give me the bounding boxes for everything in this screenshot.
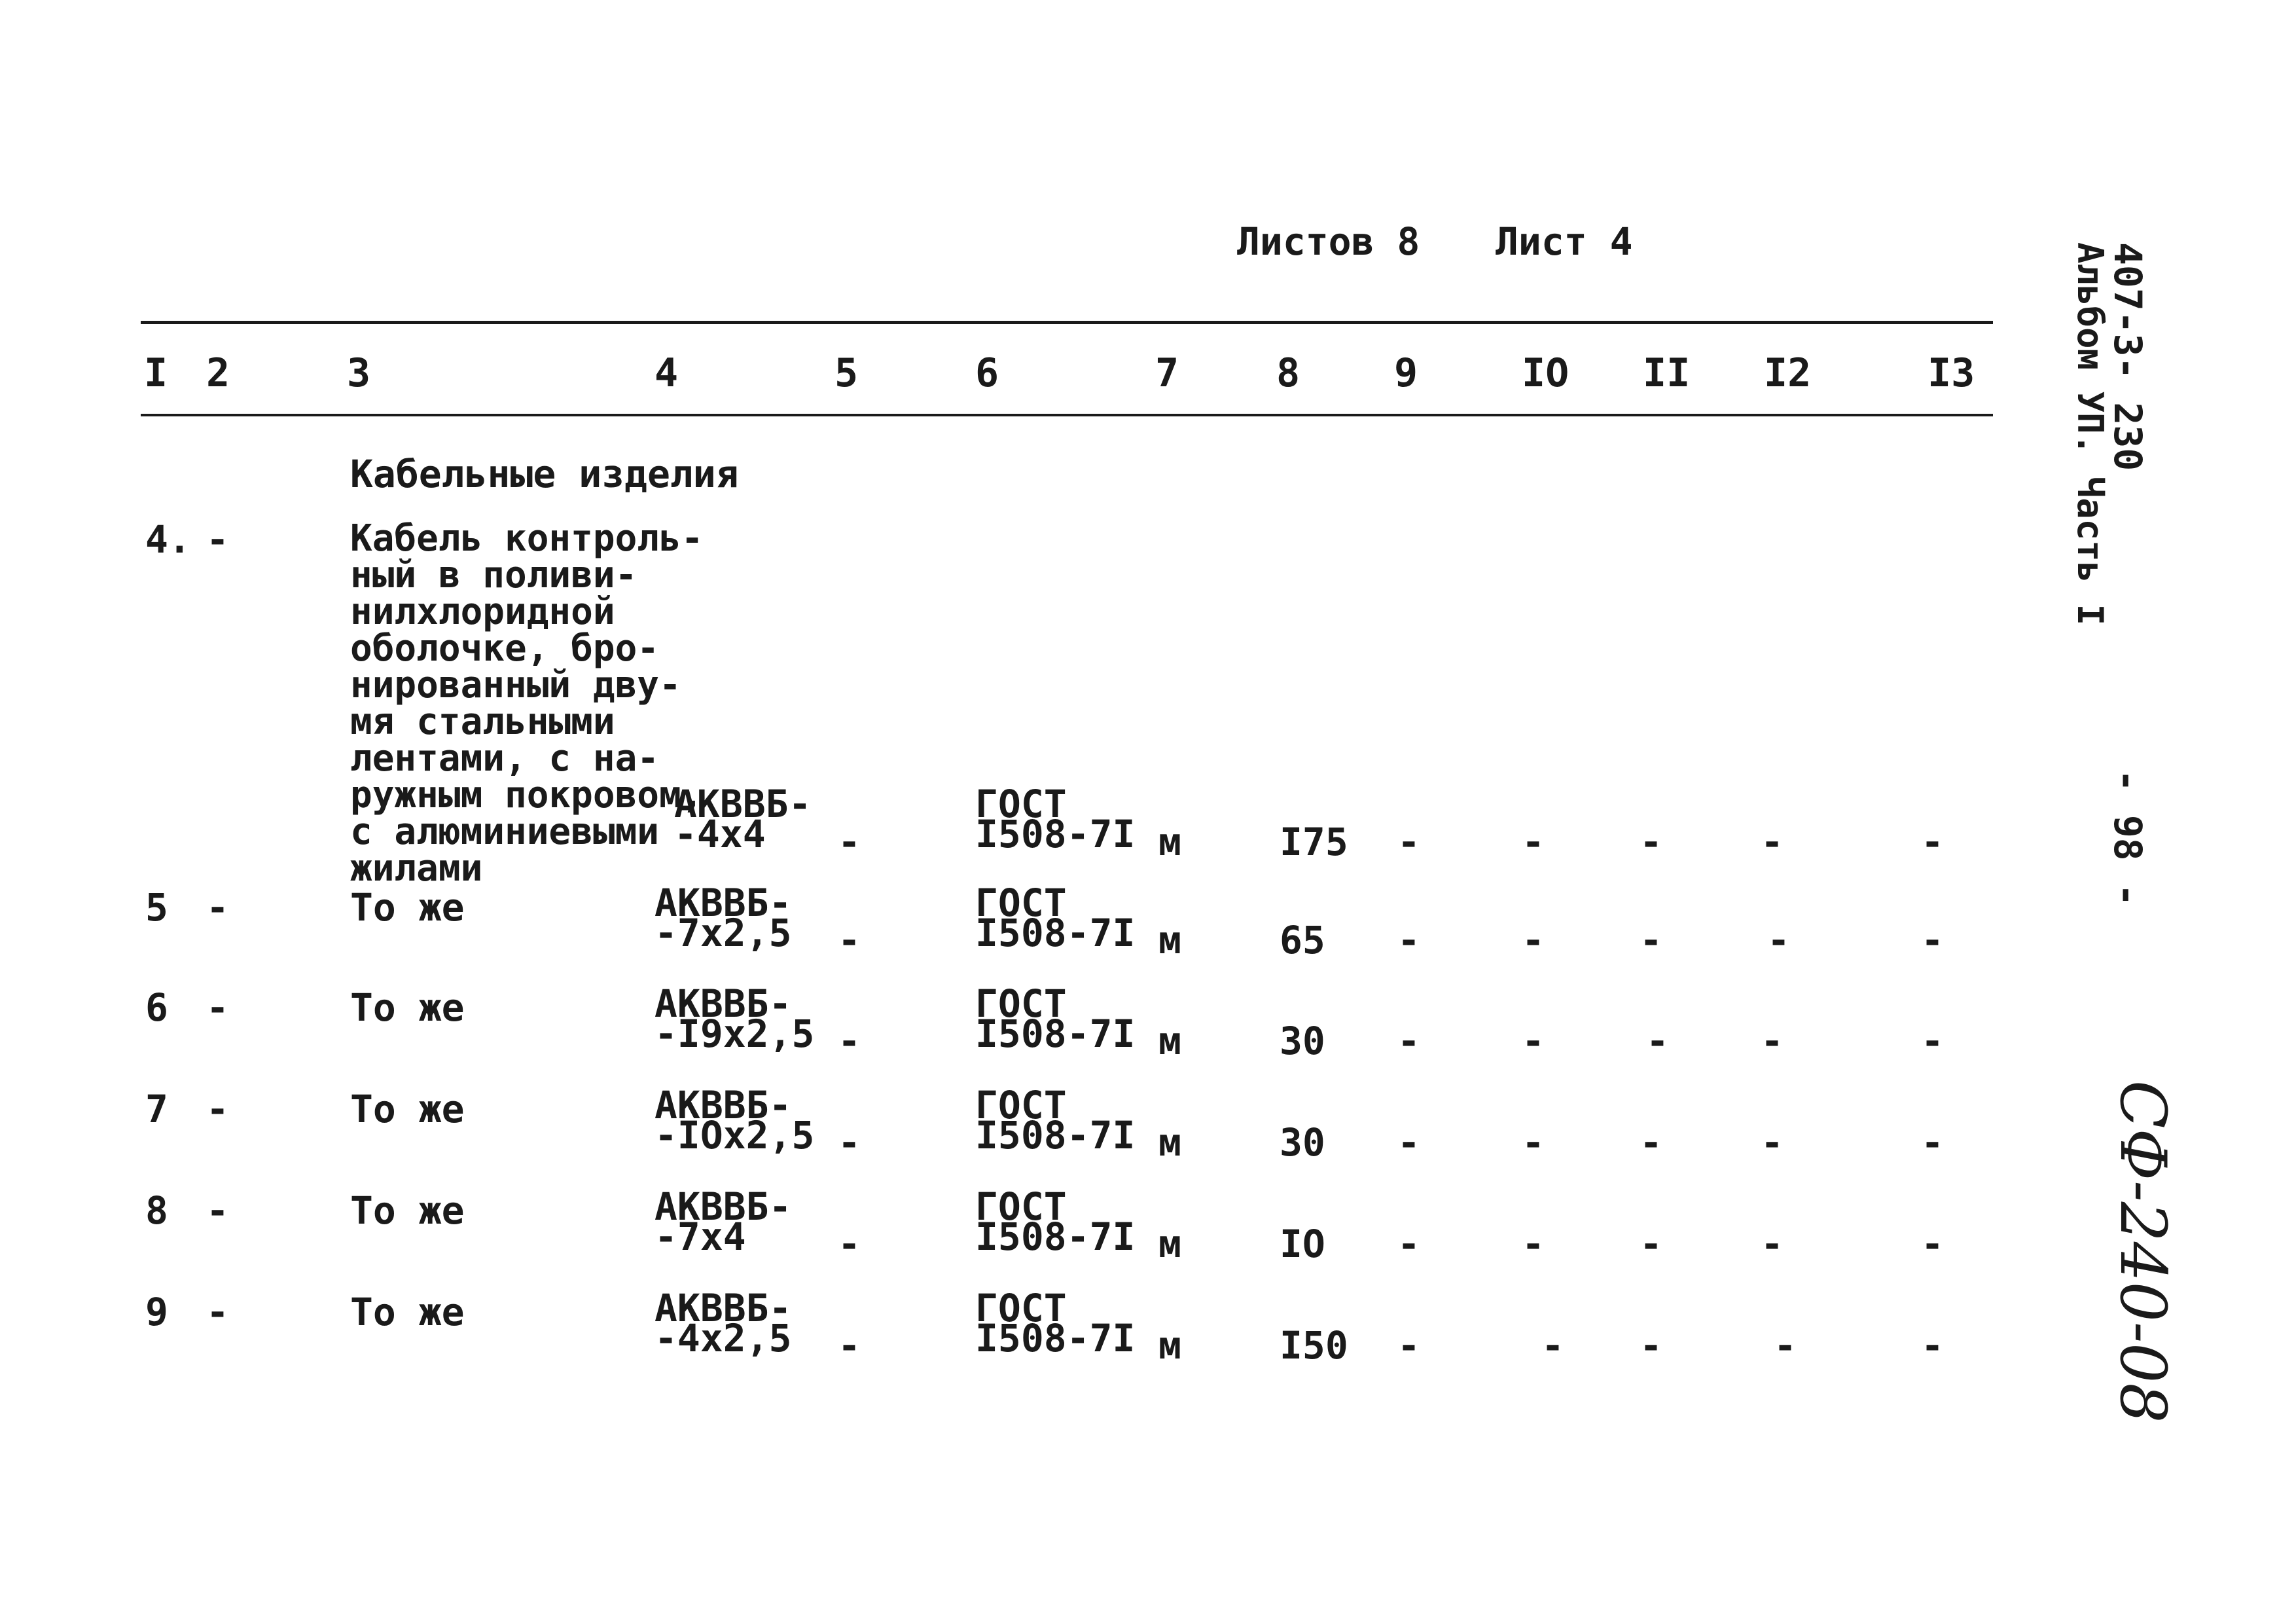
col-header: 7	[1155, 350, 1179, 396]
row-col12: -	[1761, 1222, 1784, 1266]
row-position: 4.	[145, 517, 191, 562]
row-standard: ГОСТ I508-7I	[975, 782, 1136, 856]
row-standard: ГОСТ I508-7I	[975, 881, 1136, 955]
row-col5: -	[838, 820, 861, 864]
row-col13: -	[1921, 820, 1944, 864]
row-col12: -	[1761, 820, 1784, 864]
row-col5: -	[838, 1120, 861, 1165]
col-header: 3	[347, 350, 371, 396]
header-bottom-rule	[141, 414, 1993, 416]
album-part: Альбом УП. Часть I	[2070, 242, 2111, 626]
row-brand: АКВВБ- -7х2,5	[655, 881, 792, 955]
row-position: 7	[145, 1087, 168, 1131]
row-col12: -	[1767, 918, 1790, 962]
row-col2: -	[206, 1188, 229, 1233]
col-header: 8	[1276, 350, 1300, 396]
row-col2: -	[206, 517, 229, 562]
top-rule	[141, 321, 1993, 324]
row-brand: АКВВБ- -IOх2,5	[655, 1083, 815, 1158]
row-col2: -	[206, 1290, 229, 1334]
row-col2: -	[206, 1087, 229, 1131]
row-standard: ГОСТ I508-7I	[975, 1184, 1136, 1259]
col-header: 5	[834, 350, 859, 396]
row-name: То же	[350, 1188, 465, 1233]
row-quantity: I75	[1280, 820, 1348, 864]
row-col10: -	[1522, 1120, 1545, 1165]
row-col10: -	[1522, 1222, 1545, 1266]
row-quantity: I50	[1280, 1323, 1348, 1368]
row-position: 8	[145, 1188, 168, 1233]
row-col13: -	[1921, 1120, 1944, 1165]
row-col5: -	[838, 1019, 861, 1063]
page-number: - 98 -	[2106, 769, 2150, 907]
col-header: I3	[1928, 350, 1975, 396]
row-col11: -	[1640, 1323, 1662, 1368]
row-brand: АКВВБ- -4х4	[674, 782, 812, 856]
row-col9: -	[1397, 1222, 1420, 1266]
row-col13: -	[1921, 1222, 1944, 1266]
row-unit: м	[1158, 1222, 1181, 1266]
row-name: То же	[350, 1290, 465, 1334]
row-col2: -	[206, 985, 229, 1030]
row-col13: -	[1921, 1019, 1944, 1063]
row-col9: -	[1397, 918, 1420, 962]
row-col13: -	[1921, 918, 1944, 962]
row-col11: -	[1646, 1019, 1669, 1063]
row-name: То же	[350, 985, 465, 1030]
row-name: То же	[350, 1087, 465, 1131]
col-header: 4	[655, 350, 679, 396]
row-brand: АКВВБ- -I9х2,5	[655, 981, 815, 1056]
project-code: 407-3- 230	[2106, 242, 2150, 471]
row-quantity: 30	[1280, 1120, 1325, 1165]
row-col13: -	[1921, 1323, 1944, 1368]
row-col9: -	[1397, 1019, 1420, 1063]
row-name: То же	[350, 885, 465, 930]
row-col10: -	[1541, 1323, 1564, 1368]
row-unit: м	[1158, 918, 1181, 962]
col-header: 6	[975, 350, 999, 396]
row-unit: м	[1158, 1019, 1181, 1063]
col-header: 2	[206, 350, 230, 396]
row-position: 5	[145, 885, 168, 930]
row-col5: -	[838, 1323, 861, 1368]
row-col12: -	[1761, 1019, 1784, 1063]
row-brand: АКВВБ- -7х4	[655, 1184, 792, 1259]
row-position: 6	[145, 985, 168, 1030]
row-col11: -	[1640, 820, 1662, 864]
row-quantity: 65	[1280, 918, 1325, 962]
row-brand: АКВВБ- -4х2,5	[655, 1286, 792, 1360]
row-col2: -	[206, 885, 229, 930]
row-col5: -	[838, 1222, 861, 1266]
row-col5: -	[838, 918, 861, 962]
row-col11: -	[1640, 918, 1662, 962]
row-standard: ГОСТ I508-7I	[975, 1083, 1136, 1158]
handwritten-stamp: СФ-240-08	[2106, 1080, 2179, 1423]
row-col11: -	[1640, 1222, 1662, 1266]
row-col10: -	[1522, 918, 1545, 962]
row-standard: ГОСТ I508-7I	[975, 981, 1136, 1056]
row-col12: -	[1774, 1323, 1797, 1368]
row-col11: -	[1640, 1120, 1662, 1165]
row-name: Кабель контроль- ный в поливи- нилхлоридной оболочке, бро- нированный дву- мя стальными лентами, с на- ружным покровом, с алюминиевыми жилами	[350, 517, 704, 890]
sheet-number: Лист 4	[1496, 219, 1633, 264]
col-header: 9	[1394, 350, 1418, 396]
section-title: Кабельные изделия	[350, 452, 739, 496]
sheets-count: Листов 8	[1237, 219, 1420, 264]
row-col12: -	[1761, 1120, 1784, 1165]
row-unit: м	[1158, 820, 1181, 864]
row-col10: -	[1522, 1019, 1545, 1063]
row-col9: -	[1397, 820, 1420, 864]
row-position: 9	[145, 1290, 168, 1334]
row-col9: -	[1397, 1323, 1420, 1368]
row-col10: -	[1522, 820, 1545, 864]
row-col9: -	[1397, 1120, 1420, 1165]
col-header: IO	[1522, 350, 1570, 396]
row-quantity: IO	[1280, 1222, 1325, 1266]
row-unit: м	[1158, 1323, 1181, 1368]
row-quantity: 30	[1280, 1019, 1325, 1063]
row-unit: м	[1158, 1120, 1181, 1165]
col-header: I2	[1764, 350, 1812, 396]
col-header: I	[144, 350, 168, 396]
row-standard: ГОСТ I508-7I	[975, 1286, 1136, 1360]
col-header: II	[1643, 350, 1691, 396]
